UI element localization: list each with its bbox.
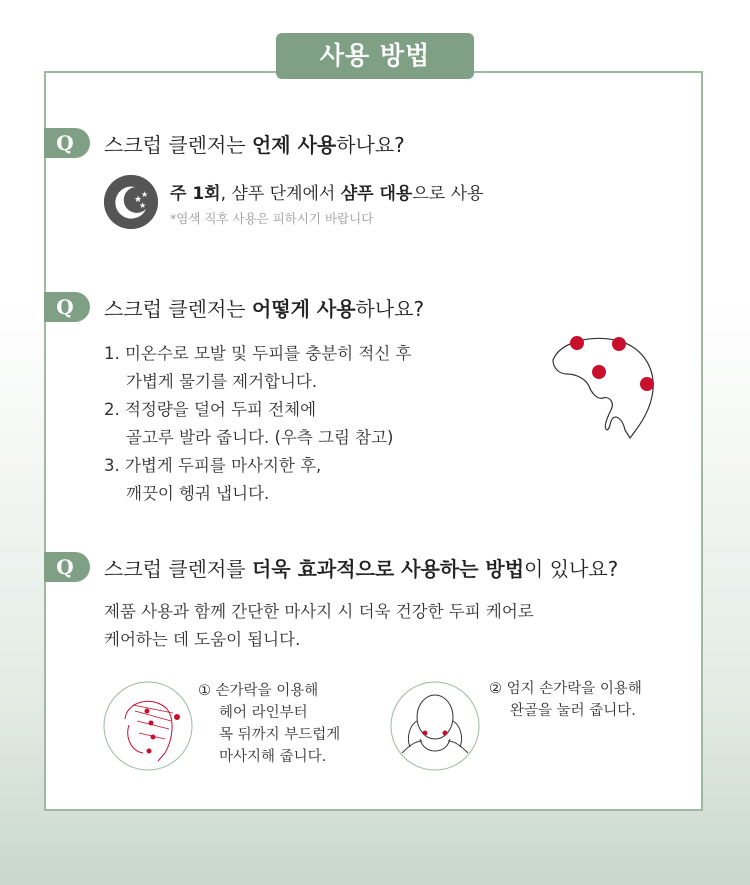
q1-post: 하나요? bbox=[336, 132, 405, 157]
massage-point bbox=[592, 365, 606, 379]
answer-1-text bbox=[170, 179, 590, 204]
q-badge: Q bbox=[44, 128, 90, 158]
q3-bold: 더욱 효과적으로 사용하는 방법 bbox=[251, 556, 525, 581]
question-1 bbox=[44, 127, 405, 159]
fig1-line4: 마사지해 줍니다. bbox=[219, 749, 327, 765]
step-3-line1: 3. 가볍게 두피를 마사지한 후, bbox=[104, 456, 322, 475]
q-badge: Q bbox=[44, 292, 90, 322]
a1-bold2: 샴푸 대용 bbox=[340, 184, 413, 204]
a1-post: 으로 사용 bbox=[412, 184, 484, 204]
tip-text bbox=[104, 598, 534, 654]
q2-post: 하나요? bbox=[355, 296, 425, 321]
figure-1-caption bbox=[198, 680, 340, 768]
q1-pre: 스크럽 클렌저는 bbox=[104, 132, 252, 157]
tip-line2: 케어하는 데 도움이 됩니다. bbox=[104, 630, 301, 649]
fig1-line3: 목 뒤까지 부드럽게 bbox=[219, 727, 341, 743]
fig2-line2: 완골을 눌러 줍니다. bbox=[510, 703, 636, 719]
page-title: 사용 방법 bbox=[276, 33, 474, 79]
fig2-line1: ② 엄지 손가락을 이용해 bbox=[489, 681, 642, 697]
step-2 bbox=[104, 396, 411, 452]
answer-1-note: *염색 직후 사용은 피하시기 바랍니다 bbox=[170, 211, 374, 226]
svg-text:★: ★ bbox=[134, 195, 143, 205]
tip-line1: 제품 사용과 함께 간단한 마사지 시 더욱 건강한 두피 케어로 bbox=[104, 602, 534, 621]
q2-pre: 스크럽 클렌저는 bbox=[104, 296, 252, 321]
usage-steps bbox=[104, 340, 411, 508]
step-3-line2: 깨끗이 헹궈 냅니다. bbox=[126, 484, 270, 503]
thumb-press-icon bbox=[390, 681, 480, 775]
step-1-line1: 1. 미온수로 모발 및 두피를 충분히 적신 후 bbox=[104, 344, 412, 363]
figure-2-caption bbox=[489, 678, 642, 722]
q1-bold: 언제 사용 bbox=[251, 132, 337, 157]
massage-point bbox=[612, 337, 626, 351]
massage-point bbox=[640, 377, 654, 391]
question-2 bbox=[44, 291, 424, 323]
q2-bold: 어떻게 사용 bbox=[251, 296, 356, 321]
step-1-line2: 가볍게 물기를 제거합니다. bbox=[126, 372, 318, 391]
q-badge: Q bbox=[44, 552, 90, 582]
massage-point bbox=[570, 336, 584, 350]
fig1-line1: ① 손가락을 이용해 bbox=[198, 683, 319, 699]
a1-mid: , 샴푸 단계에서 bbox=[220, 184, 341, 204]
head-diagram-icon bbox=[545, 330, 665, 454]
question-2-text bbox=[104, 293, 424, 322]
svg-text:★: ★ bbox=[141, 190, 149, 199]
svg-text:★: ★ bbox=[139, 201, 147, 210]
question-3 bbox=[44, 551, 618, 583]
step-2-line1: 2. 적정량을 덜어 두피 전체에 bbox=[104, 400, 317, 419]
hairline-massage-icon bbox=[103, 681, 193, 775]
question-1-text bbox=[104, 129, 405, 158]
step-2-line2: 골고루 발라 줍니다. (우측 그림 참고) bbox=[126, 428, 394, 447]
a1-bold1: 주 1회 bbox=[170, 184, 221, 204]
q3-pre: 스크럽 클렌저를 bbox=[104, 556, 252, 581]
question-3-text bbox=[104, 553, 618, 582]
fig1-line2: 헤어 라인부터 bbox=[219, 705, 308, 721]
step-3 bbox=[104, 452, 411, 508]
step-1 bbox=[104, 340, 411, 396]
moon-stars-icon bbox=[104, 175, 158, 229]
q3-post: 이 있나요? bbox=[524, 556, 619, 581]
